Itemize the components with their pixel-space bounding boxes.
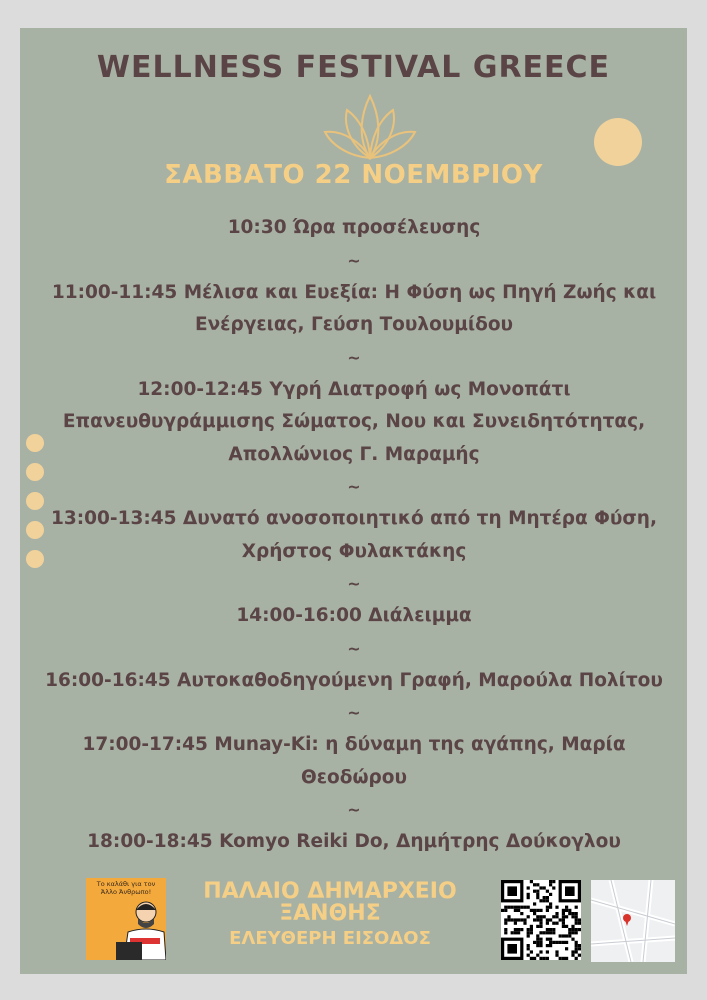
lotus-icon <box>305 86 435 166</box>
venue-info <box>180 881 480 953</box>
program-line: 12:00-12:45 Υγρή Διατροφή ως Μονοπάτι <box>137 378 571 400</box>
program-line: Χρήστος Φυλακτάκης <box>241 540 467 562</box>
person-illustration-icon <box>116 898 166 960</box>
program-line: Ενέργειας, Γεύση Τουλουμίδου <box>194 314 514 335</box>
event-poster <box>20 28 687 974</box>
festival-title: WELLNESS FESTIVAL GREECE <box>96 50 611 85</box>
admission-text: ΕΛΕΥΘΕΡΗ ΕΙΣΟΔΟΣ <box>229 928 431 949</box>
program-separator: ~ <box>347 703 361 722</box>
venue-line-2: ΞΑΝΘΗΣ <box>279 901 381 926</box>
program-separator: ~ <box>347 347 361 367</box>
program-line: Επανευθυγράμμισης Σώματος, Νου και Συνειδητότητας, <box>62 411 646 432</box>
program-separator: ~ <box>347 250 361 270</box>
sponsor-image <box>86 878 166 960</box>
program-line: 10:30 Ώρα προσέλευσης <box>227 217 481 238</box>
program-line: Θεοδώρου <box>301 766 407 788</box>
venue-line-1: ΠΑΛΑΙΟ ΔΗΜΑΡΧΕΙΟ <box>203 879 457 904</box>
sun-circle <box>594 118 642 166</box>
event-date: ΣΑΒΒΑΤΟ 22 ΝΟΕΜΒΡΙΟΥ <box>164 160 543 190</box>
program-separator: ~ <box>347 477 361 496</box>
program-schedule <box>34 212 674 859</box>
program-line: Απολλώνιος Γ. Μαραμής <box>228 443 480 465</box>
program-line: 13:00-13:45 Δυνατό ανοσοποιητικό από τη Μητέρα Φύση, <box>51 508 657 529</box>
program-separator: ~ <box>347 574 361 593</box>
program-separator: ~ <box>347 638 361 658</box>
sponsor-heading: Το καλάθι για τον Άλλο Άνθρωπο! <box>96 880 156 896</box>
qr-code-icon[interactable] <box>501 880 581 960</box>
program-line: 18:00-18:45 Komyo Reiki Do, Δημήτρης Δούκογλου <box>87 831 621 852</box>
program-line: 14:00-16:00 Διάλειμμα <box>236 605 472 626</box>
program-line: 16:00-16:45 Αυτοκαθοδηγούμενη Γραφή, Μαρούλα Πολίτου <box>45 669 663 691</box>
program-line: 11:00-11:45 Μέλισα και Ευεξία: Η Φύση ως Πηγή Ζωής και <box>51 281 657 303</box>
program-separator: ~ <box>347 800 361 819</box>
map-thumbnail-icon[interactable] <box>591 880 675 962</box>
program-line: 17:00-17:45 Munay-Ki: η δύναμη της αγάπης, Μαρία <box>82 734 626 755</box>
